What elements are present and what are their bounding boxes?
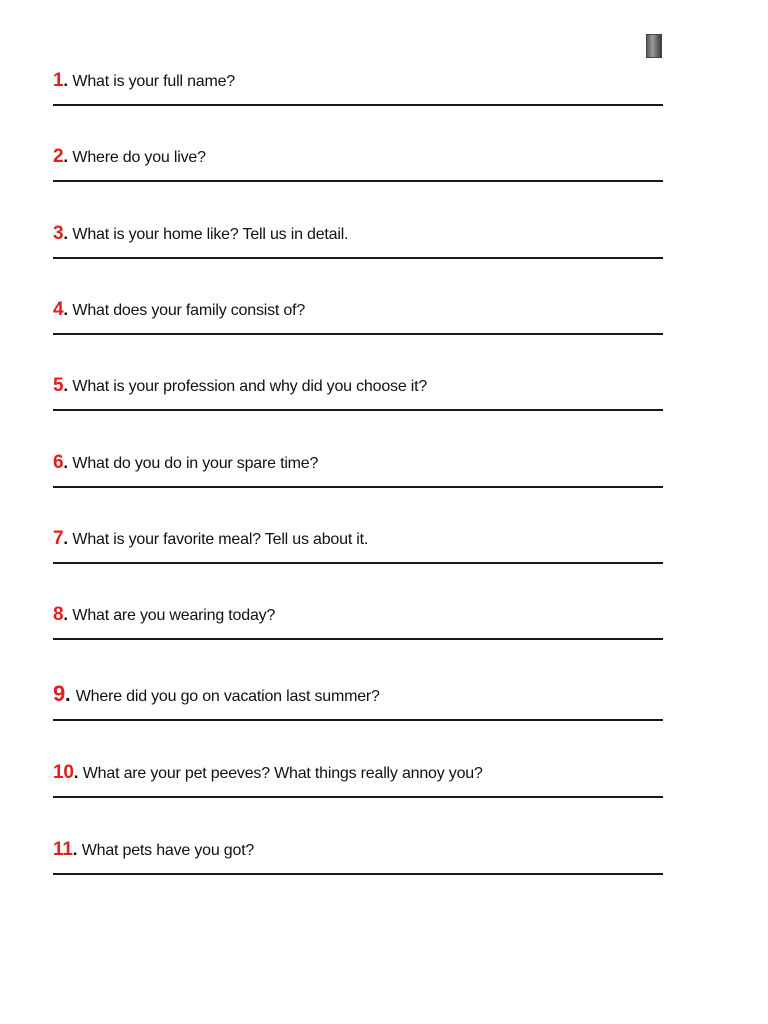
question-separator: .: [63, 453, 73, 472]
question-number: 11: [53, 839, 73, 860]
question-number: 7: [53, 528, 64, 549]
question-separator: .: [63, 224, 73, 243]
question-11: [53, 828, 663, 875]
question-label: What is your full name?: [72, 73, 236, 90]
question-text: [53, 840, 254, 861]
question-text: [53, 300, 305, 321]
question-label: What does your family consist of?: [72, 302, 306, 319]
question-label: Where do you live?: [72, 149, 206, 166]
question-number: 4: [53, 299, 64, 320]
question-separator: .: [63, 605, 73, 624]
question-text: [53, 71, 235, 92]
question-3: [53, 213, 663, 259]
question-number: 9: [53, 681, 66, 706]
answer-line[interactable]: [53, 638, 663, 640]
question-number: 8: [53, 604, 64, 625]
question-text: [53, 681, 380, 707]
answer-line[interactable]: [53, 486, 663, 488]
answer-line[interactable]: [53, 873, 663, 875]
answer-line[interactable]: [53, 562, 663, 564]
question-separator: .: [65, 684, 76, 706]
question-label: Where did you go on vacation last summer?: [75, 688, 380, 705]
question-number: 1: [53, 70, 64, 91]
answer-line[interactable]: [53, 409, 663, 411]
question-separator: .: [73, 763, 83, 782]
question-10: [53, 752, 663, 798]
question-2: [53, 136, 663, 182]
question-text: [53, 453, 318, 474]
question-1: [53, 60, 663, 106]
question-text: [53, 763, 483, 784]
question-label: What are your pet peeves? What things really annoy you?: [82, 765, 483, 782]
question-label: What do you do in your spare time?: [72, 455, 319, 472]
answer-line[interactable]: [53, 180, 663, 182]
question-9: [53, 670, 663, 721]
question-7: [53, 518, 663, 564]
question-separator: .: [63, 300, 73, 319]
question-4: [53, 289, 663, 335]
question-text: [53, 376, 427, 397]
question-number: 2: [53, 146, 64, 167]
question-text: [53, 147, 206, 168]
question-separator: .: [72, 840, 82, 859]
question-5: [53, 365, 663, 411]
question-label: What is your home like? Tell us in detail.: [72, 226, 349, 243]
question-number: 3: [53, 223, 64, 244]
question-number: 5: [53, 375, 64, 396]
question-label: What pets have you got?: [81, 842, 255, 859]
question-text: [53, 224, 348, 245]
question-separator: .: [63, 376, 73, 395]
question-6: [53, 442, 663, 488]
question-number: 10: [53, 762, 74, 783]
answer-line[interactable]: [53, 257, 663, 259]
answer-line[interactable]: [53, 104, 663, 106]
answer-line[interactable]: [53, 796, 663, 798]
question-label: What is your favorite meal? Tell us about it.: [72, 531, 369, 548]
question-label: What are you wearing today?: [72, 607, 276, 624]
answer-line[interactable]: [53, 333, 663, 335]
question-text: [53, 529, 368, 550]
question-8: [53, 594, 663, 640]
question-text: [53, 605, 275, 626]
question-separator: .: [63, 147, 73, 166]
answer-line[interactable]: [53, 719, 663, 721]
question-separator: .: [63, 529, 73, 548]
question-label: What is your profession and why did you choose it?: [72, 378, 428, 395]
question-separator: .: [63, 71, 73, 90]
question-number: 6: [53, 452, 64, 473]
